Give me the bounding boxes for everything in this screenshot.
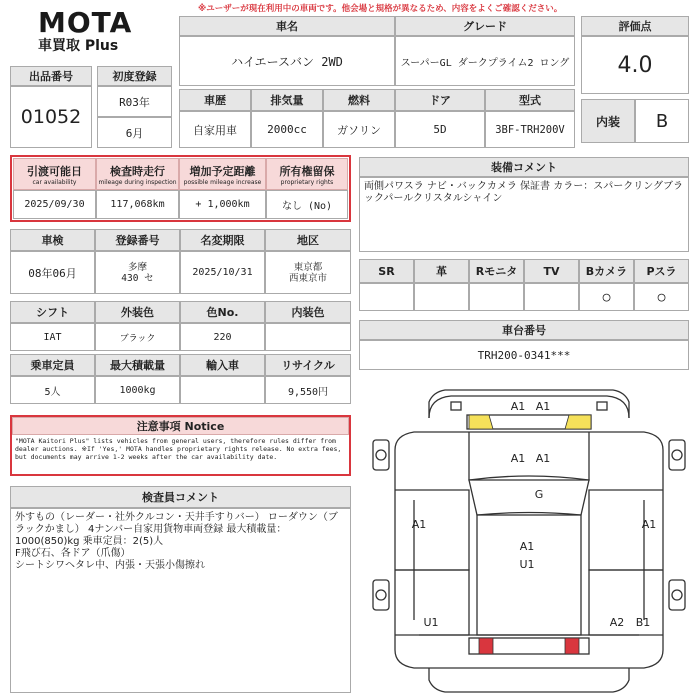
chassis-value: TRH200-0341*** [359, 340, 689, 370]
vehicle-name: ハイエースバン 2WD [179, 36, 395, 86]
area-value [265, 251, 351, 294]
chassis-header: 車台番号 [359, 320, 689, 340]
plate-value [95, 251, 180, 294]
color-no-header: 色No. [180, 301, 265, 323]
feature-value-sr [359, 283, 414, 311]
red-marker-right [565, 638, 579, 654]
inspection-header: 車検 [10, 229, 95, 251]
model: 3BF-TRH200V [485, 111, 575, 148]
mileage-sub: mileage during inspection [98, 178, 177, 186]
increase-sub: possible mileage increase [183, 178, 262, 186]
logo-brand: MOTA [38, 6, 133, 39]
listing-no-header: 出品番号 [10, 66, 92, 86]
feature-header-bcamera: Bカメラ [579, 259, 634, 283]
label-roof-u1: U1 [519, 558, 535, 571]
shift-value: IAT [10, 323, 95, 351]
inspection-value: 08年06月 [10, 251, 95, 294]
area-line2: 西東京市 [288, 272, 327, 284]
change-header: 名変期限 [180, 229, 265, 251]
feature-header-tv: TV [524, 259, 579, 283]
interior: B [635, 99, 689, 143]
capacity-header: 乗車定員 [10, 354, 95, 376]
door-header: ドア [395, 89, 485, 111]
plate-line1: 多摩 [127, 261, 147, 273]
displacement-header: 排気量 [251, 89, 323, 111]
interior-color-header: 内装色 [265, 301, 351, 323]
change-value: 2025/10/31 [180, 251, 265, 294]
label-front-a1-left: A1 [510, 400, 526, 413]
label-rear-right-b1: B1 [635, 616, 651, 629]
avail-sub: car availability [32, 178, 77, 186]
first-reg-year: R03年 [97, 86, 172, 117]
first-reg-header: 初度登録 [97, 66, 172, 86]
label-roof-a1: A1 [519, 540, 535, 553]
avail-header [13, 158, 96, 190]
label-left-door-a1: A1 [411, 518, 427, 531]
area-line1: 東京都 [293, 261, 323, 273]
load-value: 1000kg [95, 376, 180, 404]
notice-text: "MOTA Kaitori Plus" lists vehicles from general users, therefore rules differ from dealer auctions. ※If 'Yes,' MOTA handles proprietary rights release. No extra fees, but documents may arrive 1-2 weeks after the car availability date. [15, 437, 346, 461]
model-header: 型式 [485, 89, 575, 111]
top-notice: ※ユーザーが現在利用中の車両です。他会場と規格が異なるため、内容をよくご確認ください。 [198, 4, 563, 14]
fuel: ガソリン [323, 111, 395, 148]
grade-header: グレード [395, 16, 575, 36]
inspector-comment: 外すもの（レーダー・社外クルコン・天井手すりバー） ローダウン（ブラックかまし） 4ナンバー自家用貨物車両登録 最大積載量：1000(850)kg 乗車定員：2(5)人 F飛び石、各ドア（爪傷） シートシワヘタレ中、内張・天張小傷擦れ [10, 508, 351, 693]
capacity-value: 5人 [10, 376, 95, 404]
car-damage-diagram [359, 380, 699, 698]
import-header: 輸入車 [180, 354, 265, 376]
vehicle-name-header: 車名 [179, 16, 395, 36]
door: 5D [395, 111, 485, 148]
rights-label: 所有権留保 [279, 164, 335, 178]
red-marker-left [479, 638, 493, 654]
label-windshield-g: G [534, 488, 544, 501]
interior-header: 内装 [581, 99, 635, 143]
feature-header-rmonitor: Rモニタ [469, 259, 524, 283]
feature-header-sr: SR [359, 259, 414, 283]
feature-value-tv [524, 283, 579, 311]
interior-color-value [265, 323, 351, 351]
fuel-header: 燃料 [323, 89, 395, 111]
plate-line2: 430 セ [121, 272, 154, 284]
increase-label: 増加予定距離 [189, 164, 256, 178]
equipment-comment: 両側パワスラ ナビ・バックカメラ 保証書 カラー：スパークリングブラックパールクリスタルシャイン [359, 177, 689, 252]
recycle-value: 9,550円 [265, 376, 351, 404]
increase-header [179, 158, 266, 190]
feature-value-leather [414, 283, 469, 311]
mileage-header [96, 158, 179, 190]
history: 自家用車 [179, 111, 251, 148]
mileage-value: 117,068km [96, 190, 179, 219]
label-rear-left-u1: U1 [423, 616, 439, 629]
load-header: 最大積載量 [95, 354, 180, 376]
grade: スーパーGL ダークプライム2 ロング [395, 36, 575, 86]
label-front-a1-right: A1 [535, 400, 551, 413]
history-header: 車歴 [179, 89, 251, 111]
rights-header [266, 158, 348, 190]
label-hood-a1-left: A1 [510, 452, 526, 465]
label-right-door-a1: A1 [641, 518, 657, 531]
yellow-marker-right [565, 415, 591, 429]
label-hood-a1-right: A1 [535, 452, 551, 465]
mileage-label: 検査時走行 [110, 164, 165, 178]
color-header: 外装色 [95, 301, 180, 323]
logo [38, 6, 148, 64]
avail-value: 2025/09/30 [13, 190, 96, 219]
label-rear-right-a2: A2 [609, 616, 625, 629]
first-reg-month: 6月 [97, 117, 172, 148]
color-value: ブラック [95, 323, 180, 351]
increase-value: + 1,000km [179, 190, 266, 219]
feature-value-rmonitor [469, 283, 524, 311]
inspector-header: 検査員コメント [10, 486, 351, 508]
yellow-marker-left [469, 415, 493, 429]
logo-sub: 車買取 Plus [38, 38, 119, 54]
features-grid [359, 259, 689, 311]
score: 4.0 [581, 36, 689, 94]
recycle-header: リサイクル [265, 354, 351, 376]
plate-header: 登録番号 [95, 229, 180, 251]
shift-header: シフト [10, 301, 95, 323]
rights-value: なし (No) [266, 190, 348, 219]
feature-value-pslide: ○ [634, 283, 689, 311]
feature-header-pslide: Pスラ [634, 259, 689, 283]
equipment-header: 装備コメント [359, 157, 689, 177]
feature-header-leather: 革 [414, 259, 469, 283]
rights-sub: proprietary rights [280, 178, 334, 186]
area-header: 地区 [265, 229, 351, 251]
avail-label: 引渡可能日 [27, 164, 82, 178]
score-header: 評価点 [581, 16, 689, 36]
color-no-value: 220 [180, 323, 265, 351]
listing-no: 01052 [10, 86, 92, 148]
feature-value-bcamera: ○ [579, 283, 634, 311]
import-value [180, 376, 265, 404]
notice-header: 注意事項 Notice [12, 417, 349, 435]
displacement: 2000cc [251, 111, 323, 148]
